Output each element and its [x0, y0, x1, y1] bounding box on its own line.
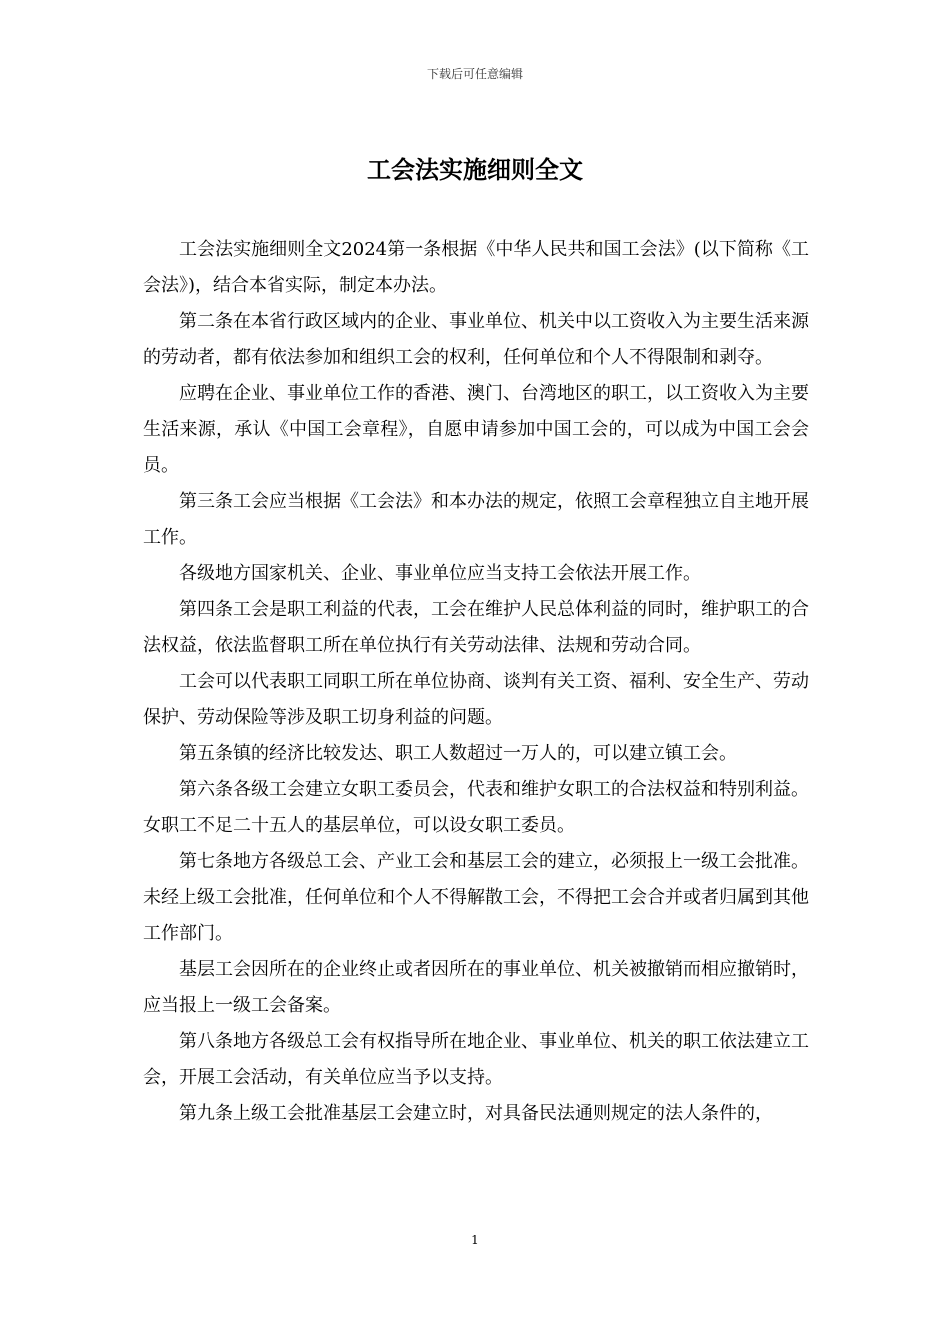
- paragraph: 第三条工会应当根据《工会法》和本办法的规定，依照工会章程独立自主地开展工作。: [143, 491, 809, 548]
- paragraph: 第八条地方各级总工会有权指导所在地企业、事业单位、机关的职工依法建立工会，开展工会活动，有关单位应当予以支持。: [143, 1031, 809, 1088]
- document-body: [143, 232, 809, 1132]
- paragraph: 工会可以代表职工同职工所在单位协商、谈判有关工资、福利、安全生产、劳动保护、劳动保险等涉及职工切身利益的问题。: [143, 671, 809, 728]
- paragraph: 第六条各级工会建立女职工委员会，代表和维护女职工的合法权益和特别利益。女职工不足二十五人的基层单位，可以设女职工委员。: [143, 779, 809, 836]
- paragraph: 第九条上级工会批准基层工会建立时，对具备民法通则规定的法人条件的，: [179, 1103, 773, 1124]
- paragraph: 第五条镇的经济比较发达、职工人数超过一万人的，可以建立镇工会。: [179, 743, 737, 764]
- paragraph: 第四条工会是职工利益的代表，工会在维护人民总体利益的同时，维护职工的合法权益，依法监督职工所在单位执行有关劳动法律、法规和劳动合同。: [143, 599, 809, 656]
- document-title: 工会法实施细则全文: [367, 156, 583, 184]
- paragraph: 基层工会因所在的企业终止或者因所在的事业单位、机关被撤销而相应撤销时，应当报上一级工会备案。: [143, 959, 809, 1016]
- page-header-note: 下载后可任意编辑: [426, 67, 523, 81]
- paragraph: 工会法实施细则全文2024第一条根据《中华人民共和国工会法》(以下简称《工会法》)，结合本省实际，制定本办法。: [143, 239, 809, 296]
- page-number: 1: [471, 1233, 479, 1247]
- paragraph: 第七条地方各级总工会、产业工会和基层工会的建立，必须报上一级工会批准。未经上级工会批准，任何单位和个人不得解散工会，不得把工会合并或者归属到其他工作部门。: [143, 851, 809, 944]
- paragraph: 第二条在本省行政区域内的企业、事业单位、机关中以工资收入为主要生活来源的劳动者，都有依法参加和组织工会的权利，任何单位和个人不得限制和剥夺。: [143, 311, 809, 368]
- paragraph: 各级地方国家机关、企业、事业单位应当支持工会依法开展工作。: [179, 563, 701, 584]
- paragraph: 应聘在企业、事业单位工作的香港、澳门、台湾地区的职工，以工资收入为主要生活来源，承认《中国工会章程》，自愿申请参加中国工会的，可以成为中国工会会员。: [143, 383, 809, 476]
